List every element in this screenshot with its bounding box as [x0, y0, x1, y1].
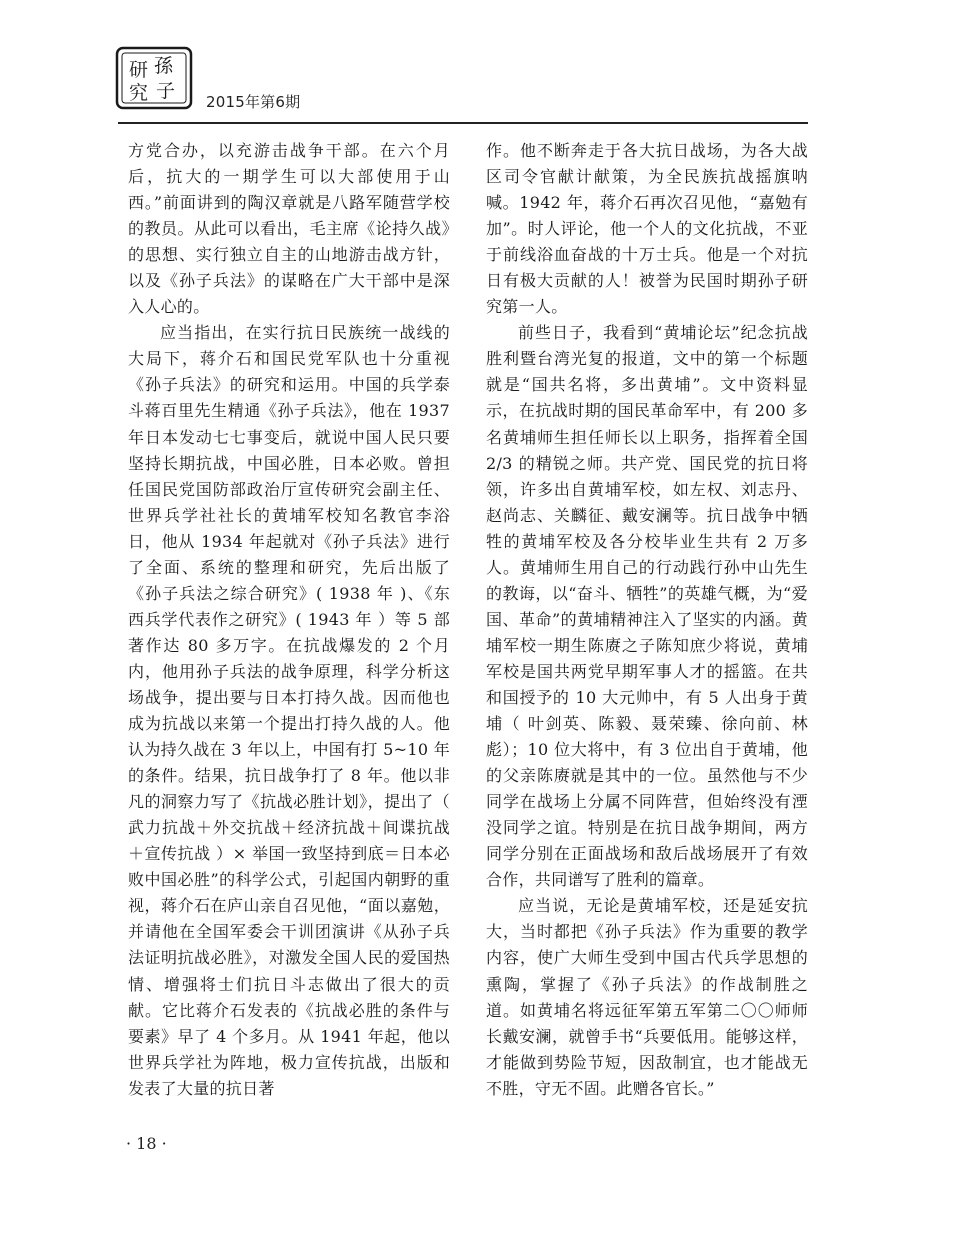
- paragraph: 应当指出，在实行抗日民族统一战线的大局下，蒋介石和国民党军队也十分重视《孙子兵法》的研究和运用。中国的兵学泰斗蒋百里先生精通《孙子兵法》，他在 1937 年日本发动七七事变后，就说中国人民只要坚持长期抗战，中国必胜，日本必败。曾担任国民党国防部政治厅宣传研究会副主任、世界兵学社社长的黄埔军校知名教官李浴日，他从 1934 年起就对《孙子兵法》进行了全面、系统的整理和研究，先后出版了《孙子兵法之综合研究》( 1938 年 )、《东西兵学代表作之研究》( 1943 年 ）等 5 部著作达 80 多万字。在抗战爆发的 2 个月内，他用孙子兵法的战争原理，科学分析这场战争，提出要与日本打持久战。因而他也成为抗战以来第一个提出打持久战的人。他认为持久战在 3 年以上，中国有打 5~10 年的条件。结果，抗日战争打了 8 年。他以非凡的洞察力写了《抗战必胜计划》，提出了（ 武力抗战＋外交抗战＋经济抗战＋间谍抗战＋宣传抗战 ）× 举国一致坚持到底＝日本必败中国必胜”的科学公式，引起国内朝野的重视，蒋介石在庐山亲自召见他，“面以嘉勉，并请他在全国军委会干训团演讲《从孙子兵法证明抗战必胜》，对激发全国人民的爱国热情、增强将士们抗日斗志做出了很大的贡献。它比蒋介石发表的《抗战必胜的条件与要素》早了 4 个多月。从 1941 年起，他以世界兵学社为阵地，极力宣传抗战，出版和发表了大量的抗日著: [128, 323, 450, 1098]
- paragraph: 应当说，无论是黄埔军校，还是延安抗大，当时都把《孙子兵法》作为重要的教学内容，使广大师生受到中国古代兵学思想的熏陶，掌握了《孙子兵法》的作战制胜之道。如黄埔名将远征军第五军第二〇〇师师长戴安澜，就曾手书“兵要低用。能够这样，才能做到势险节短，因敌制宜，也才能战无不胜，守无不固。此赠各官长。”: [486, 896, 808, 1098]
- svg-text:究: 究: [129, 82, 149, 104]
- paragraph: 方党合办，以充游击战争干部。在六个月后，抗大的一期学生可以大部使用于山西。”前面讲到的陶汉章就是八路军随营学校的教员。从此可以看出，毛主席《论持久战》的思想、实行独立自主的山地游击战方针，以及《孙子兵法》的谋略在广大干部中是深入人心的。: [128, 141, 450, 317]
- journal-logo: [114, 44, 194, 112]
- svg-text:子: 子: [156, 80, 176, 102]
- paragraph: 前些日子，我看到“黄埔论坛”纪念抗战胜利暨台湾光复的报道，文中的第一个标题就是“国共名将，多出黄埔”。文中资料显示，在抗战时期的国民革命军中，有 200 多名黄埔师生担任师长以上职务，指挥着全国 2/3 的精锐之师。共产党、国民党的抗日将领，许多出自黄埔军校，如左权、刘志丹、赵尚志、关麟征、戴安澜等。抗日战争中牺牲的黄埔军校及各分校毕业生共有 2 万多人。黄埔师生用自己的行动践行孙中山先生的教诲，以“奋斗、牺牲”的英雄气概，为“爱国、革命”的黄埔精神注入了坚实的内涵。黄埔军校一期生陈赓之子陈知庶少将说，黄埔军校是国共两党早期军事人才的摇篮。在共和国授予的 10 大元帅中，有 5 人出身于黄埔（ 叶剑英、陈毅、聂荣臻、徐向前、林彪）；10 位大将中，有 3 位出自于黄埔，他的父亲陈赓就是其中的一位。虽然他与不少同学在战场上分属不同阵营，但始终没有湮没同学之谊。特别是在抗日战争期间，两方同学分别在正面战场和敌后战场展开了有效合作，共同谱写了胜利的篇章。: [486, 323, 808, 890]
- svg-text:研: 研: [129, 59, 149, 81]
- paragraph: 作。他不断奔走于各大抗日战场，为各大战区司令官献计献策，为全民族抗战摇旗呐喊。1942 年，蒋介石再次召见他，“嘉勉有加”。时人评论，他一个人的文化抗战，不亚于前线浴血奋战的十万士兵。他是一个对抗日有极大贡献的人！被誉为民国时期孙子研究第一人。: [486, 141, 808, 317]
- right-column: [486, 138, 808, 1102]
- header-rule: [118, 122, 808, 124]
- issue-label: 2015年第6期: [206, 93, 301, 111]
- svg-text:孫: 孫: [154, 55, 174, 77]
- left-column: [128, 138, 450, 1102]
- page-number: · 18 ·: [126, 1134, 167, 1153]
